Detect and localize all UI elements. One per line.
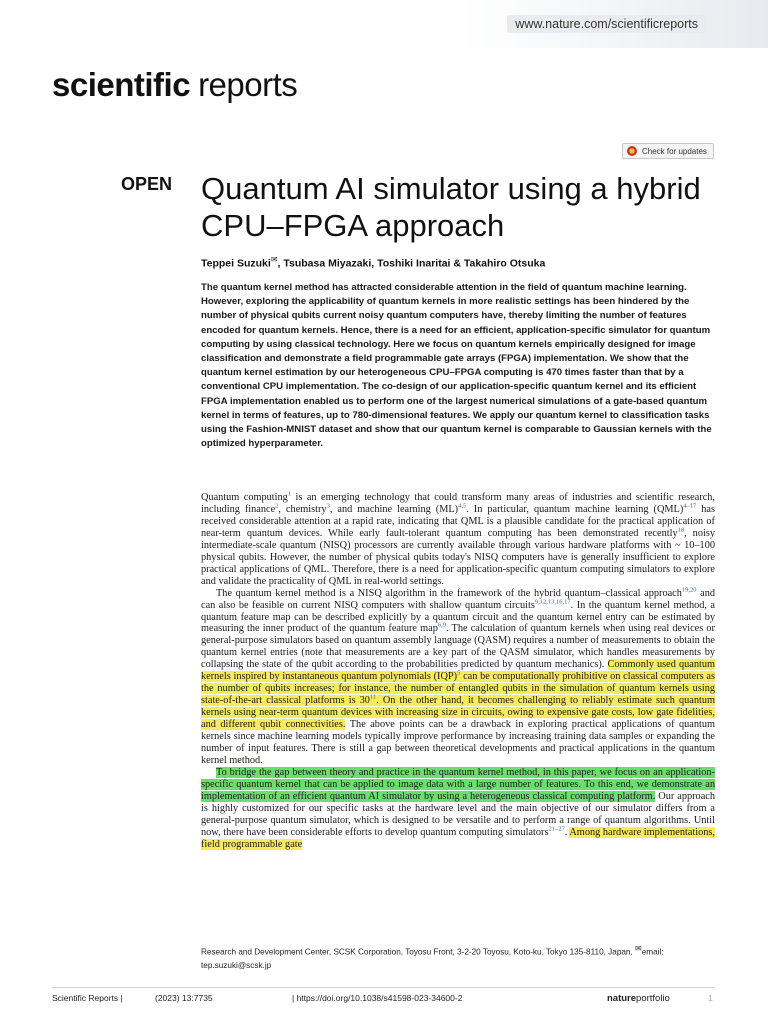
footer-doi-link[interactable]: | https://doi.org/10.1038/s41598-023-34600-2 (292, 993, 463, 1003)
nature-portfolio-logo: natureportfolio (607, 993, 670, 1004)
citation-ref[interactable]: 4–17 (683, 502, 697, 510)
paragraph-3: To bridge the gap between theory and practice in the quantum kernel method, in this paper, we focus on an application-specific quantum kernel that can be applied to image data with a large number of features. To this end, we demonstrate an implementation of an efficient quantum AI simulator by using a heterogeneous classical computing platform. Our approach is highly customized for our specific tasks at the hardware level and the main objective of our simulator differs from a general-purpose quantum simulator, which is designed to be versatile and to perform a range of quantum algorithms. Until now, there have been considerable efforts to develop quantum computing simulators$^{21-27}$. Among hardware implementations, field programmable gate (201, 766, 715, 850)
citation-ref[interactable]: 5 (457, 669, 461, 677)
article-title: Quantum AI simulator using a hybrid CPU–FPGA approach (201, 171, 701, 243)
open-access-label: OPEN (121, 174, 173, 194)
citation-ref[interactable]: 6,9 (437, 622, 446, 630)
crossmark-icon (627, 146, 637, 156)
highlight-green: To bridge the gap between theory and practice in the quantum kernel method, in this paper, we focus on an application-specific quantum kernel that can be applied to image data with a large number of features. To this end, we demonstrate an implementation of an efficient quantum AI simulator by using a heterogeneous classical computing platform. (201, 766, 715, 802)
affiliation (201, 942, 721, 972)
journal-logo (52, 66, 297, 104)
paragraph-1: Quantum computing$^1$ is an emerging technology that could transform many areas of industries and scientific research, including finance$^2$, chemistry$^3$, and machine learning (ML)$^{4,5}$. In particular, quantum machine learning (QML)$^{4-17}$ has received considerable attention at a rapid rate, indicating that QML is a plausible candidate for the practical application of near-term quantum devices. While early fault-tolerant quantum computing has been demonstrated recently$^{18}$, noisy intermediate-scale quantum (NISQ) processors are currently available through various hardware platforms with ~ 10–100 physical qubits. However, the number of physical qubits today's NISQ computers have is generally insufficient to explore practical applications of QML. Therefore, there is a need for application-specific quantum computing simulators to explore and validate the practicality of QML in real-world settings. (201, 490, 715, 587)
footer-journal: Scientific Reports | (52, 993, 123, 1003)
check-updates-label: Check for updates (642, 146, 707, 156)
author-others: , Tsubasa Miyazaki, Toshiki Inaritai & Takahiro Otsuka (277, 257, 546, 270)
citation-ref[interactable]: 3 (326, 502, 330, 510)
citation-ref[interactable]: 19,20 (681, 586, 697, 594)
highlight-yellow: Commonly used quantum kernels inspired by instantaneous quantum polynomials (IQP)$^5$ can be computationally prohibitive on classical computers as the number of qubits increases; for instance, the number of entangled qubits in the simulation of quantum kernels using state-of-the-art classical platforms is $30^{11}$. On the other hand, it becomes challenging to reliably estimate such quantum kernels using near-term quantum devices with increasing size in circuits, owing to expensive gate costs, low gate fidelities, and different qubit connectivities. (201, 659, 716, 731)
page-number: 1 (708, 993, 713, 1003)
journal-name-bold: scientific (52, 66, 191, 103)
abstract: The quantum kernel method has attracted considerable attention in the field of quantum machine learning. However, exploring the applicability of quantum kernels in more realistic settings has been hindered by the number of physical qubits current noisy quantum computers have, thereby limiting the number of features encoded for quantum kernels. Hence, there is a need for an efficient, application-specific simulator for quantum computing by using classical technology. Here we focus on quantum kernels empirically designed for image classification and demonstrate a field programmable gate arrays (FPGA) implementation. We show that the quantum kernel estimation by our heterogeneous CPU–FPGA computing is 470 times faster than that by a conventional CPU implementation. The co-design of our application-specific quantum kernel and its efficient FPGA implementation enabled us to perform one of the largest numerical simulations of a gate-based quantum kernel in terms of features, up to 780-dimensional features. We apply our quantum kernel to classification tasks using the Fashion-MNIST dataset and show that our quantum kernel is comparable to Gaussian kernels with the optimized hyperparameter. (201, 282, 712, 450)
author-list (201, 255, 545, 270)
top-bar (0, 0, 768, 48)
journal-url[interactable]: www.nature.com/scientificreports (507, 15, 706, 33)
citation-ref[interactable]: 1 (287, 490, 292, 498)
citation-ref[interactable]: 9,12,13,16,17 (534, 598, 571, 606)
citation-ref[interactable]: 21–27 (548, 825, 565, 833)
affiliation-email[interactable]: email: tep.suzuki@scsk.jp (201, 947, 664, 970)
check-for-updates-button[interactable] (622, 143, 714, 159)
citation-ref[interactable]: 11 (369, 693, 377, 701)
author-corresponding[interactable]: Teppei Suzuki (201, 257, 271, 270)
highlight-yellow: Among hardware implementations, field programmable gate (201, 826, 715, 850)
affiliation-text: Research and Development Center, SCSK Corporation, Toyosu Front, 3-2-20 Toyosu, Koto-ku, Tokyo 135-8110, Japan. (201, 947, 633, 957)
citation-ref[interactable]: 2 (275, 502, 279, 510)
footer-volume: (2023) 13:7735 (155, 993, 213, 1003)
paragraph-2: The quantum kernel method is a NISQ algorithm in the framework of the hybrid quantum–classical approach$^{19,20}$ and can also be feasible on current NISQ computers with shallow quantum circuits$^{9,12,13,16,17}$. In the quantum kernel method, a quantum feature map can be described explicitly by a quantum circuit and the quantum kernel entry can be estimated by measuring the inner product of the quantum feature map$^{6,9}$. The calculation of quantum kernels when using real devices or general-purpose simulators based on quantum assembly language (QASM) requires a number of measurements to obtain the quantum kernel entries (note that measurements are a key part of the QASM simulator, which handles measurements by collapsing the state of the qubit according to the probabilities predicted by quantum mechanics). Commonly used quantum kernels inspired by instantaneous quantum polynomials (IQP)$^5$ can be computationally prohibitive on classical computers as the number of qubits increases; for instance, the number of entangled qubits in the simulation of quantum kernels using state-of-the-art classical platforms is $30^{11}$. On the other hand, it becomes challenging to reliably estimate such quantum kernels using near-term quantum devices with increasing size in circuits, owing to expensive gate costs, low gate fidelities, and different qubit connectivities. The above points can be a drawback in exploring practical applications of quantum kernels since machine learning models typically improve performance by increasing training data samples or expanding the number of input features. There is still a gap between theoretical developments and practical applications in the quantum kernel method. (201, 586, 716, 766)
citation-ref[interactable]: 18 (677, 526, 685, 534)
body-text (201, 492, 715, 851)
mail-icon: ✉ (635, 944, 642, 953)
mail-icon[interactable]: ✉ (270, 255, 278, 264)
citation-ref[interactable]: 4,5 (458, 502, 467, 510)
footer-divider (52, 987, 714, 988)
journal-name-light: reports (198, 66, 298, 103)
